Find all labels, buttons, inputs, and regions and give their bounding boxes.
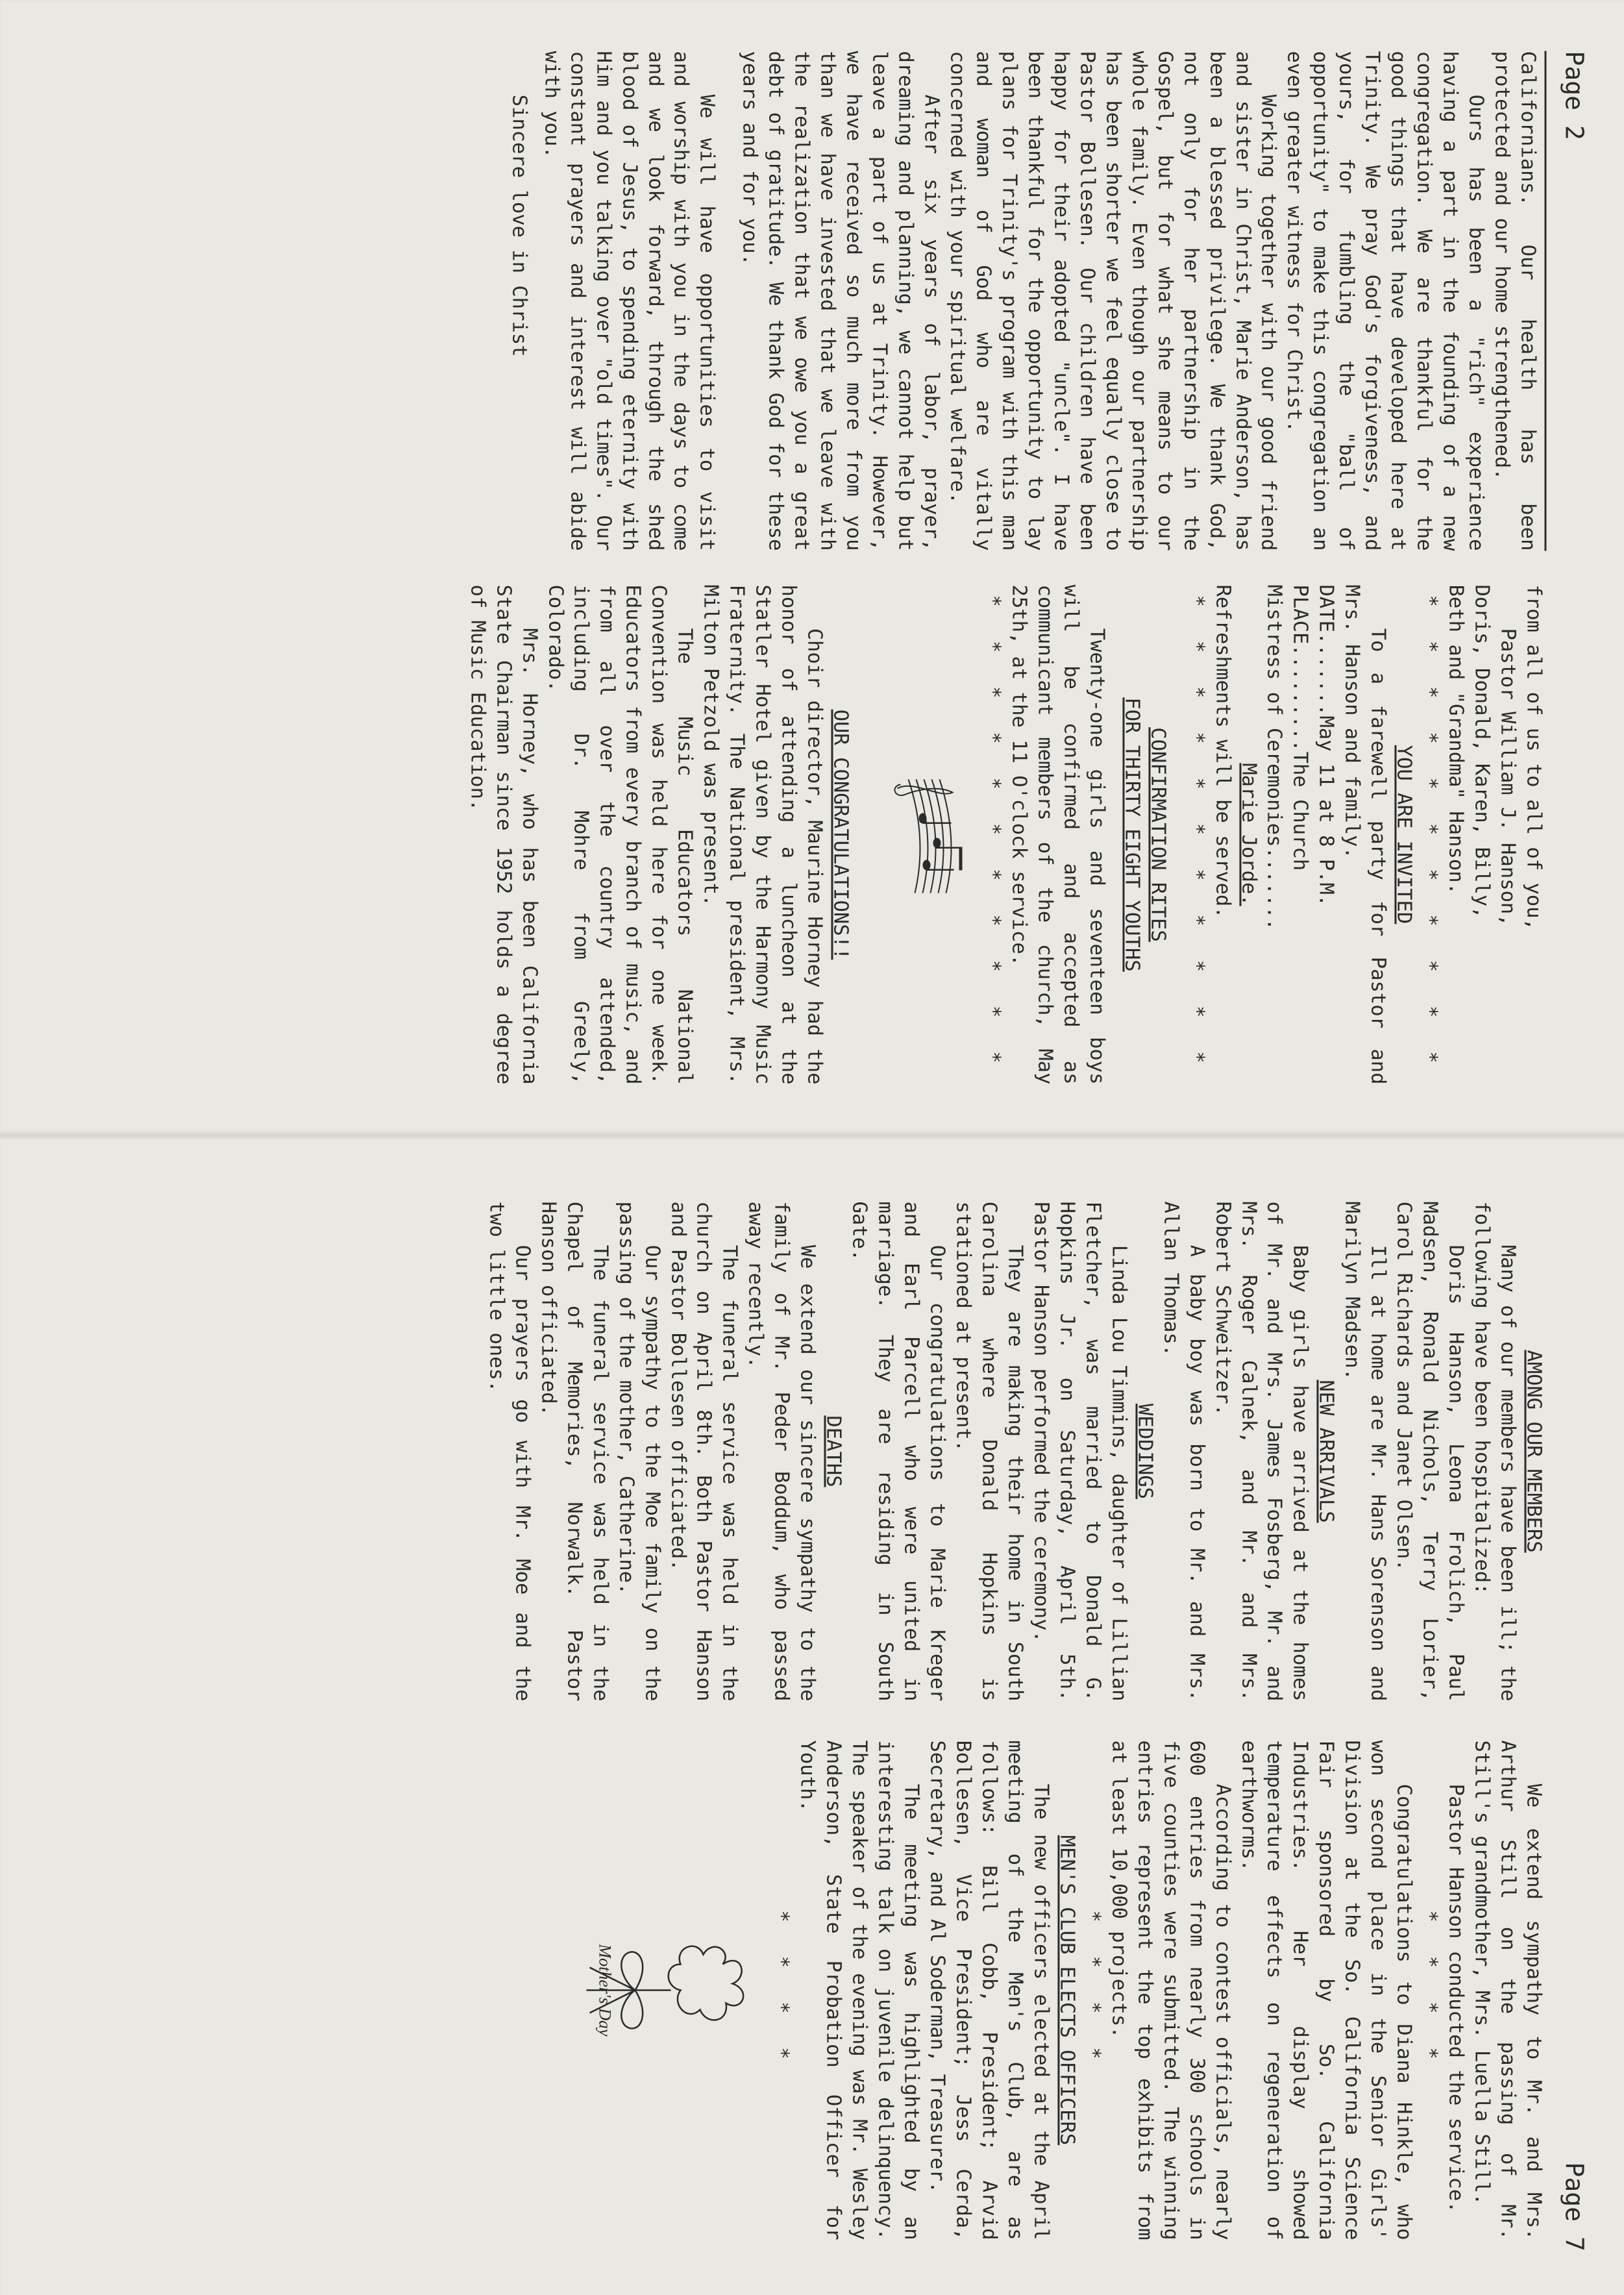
section-heading: AMONG OUR MEMBERS [1522,1349,1545,1553]
star-divider: * * * * * * * * * * * [1185,595,1208,1074]
star-divider: * * * * * * * * * * * [1418,595,1442,1074]
paragraph: The Music Educators National Convention was held here for one week. Educators from every branch of music, and from all over the country attended, including Dr. Mohre from Greely, Colorado. [543,584,696,1084]
event-mistress-name: Marie Jorde. [1236,762,1260,906]
paragraph: Our congratulations to Marie Kreger and Earl Parcell who were united in marriage. They are residing in South Gate. [848,1201,949,1701]
paragraph: from all of us to all of you, [1522,584,1545,930]
section-heading: OUR CONGRATULATIONS!! [829,709,852,960]
paragraph: Our prayers go with Mr. Moe and the two little ones. [484,1201,534,1701]
paragraph: After six years of labor, prayer, dreaming and planning, we cannot help but leave a part of us at Trinity. However, we have received so much more from you than we have invested that we leave with the realization that we owe you a great debt of gratitude. We thank God for these years and for you. [738,51,943,551]
section-heading: DEATHS [822,1415,845,1487]
mothers-day-label: Mother's Day [595,1943,615,2037]
paragraph: Doris Hanson, Leona Frolich, Paul Madsen, Ronald Nichols, Terry Lorier, Carol Richards and Janet Olsen. [1392,1201,1468,1701]
paragraph: Californians. Our health has been protected and our home strengthened. [1490,51,1539,551]
section-heading: FOR THIRTY EIGHT YOUTHS [1120,697,1143,972]
paragraph: Many of our members have been ill; the following have been hospitalized: [1470,1201,1519,1701]
music-notes-icon [867,584,965,1084]
paragraph: Ours has been a "rich" experience having a part in the founding of a new congregation. We are thankful for the good things that have developed here at Trinity. We pray God's forgiveness, and yours, for fumbling the "ball of opportunity" to make this congregation an even greater witness for Christ. [1283,51,1488,551]
paragraph: We will have opportunities to visit and worship with you in the days to come and we look forward, through the shed blood of Jesus, to spending eternity with Him and you talking over "old times". Our constant prayers and interest will abide with you. [539,51,719,551]
page-fold [0,1130,1624,1140]
paragraph: Pastor Hanson conducted the service. [1444,1783,1468,2213]
section-heading: YOU ARE INVITED [1392,745,1416,924]
paragraph: Working together with our good friend and sister in Christ, Marie Anderson, has been a blessed privilege. We thank God, not only for her partnership in the Gospel, but for what she means to our whole family. Even though our partnership has been shorter we feel equally close to Pastor Bollesen. Our children have been happy for their adopted "uncle". I have been thankful for the opportunity to lay plans for Trinity's program with this man and woman of God who are vitally concerned with your spiritual welfare. [946,51,1280,551]
event-refreshments: Refreshments will be served. [1211,584,1234,919]
paragraph: A baby boy was born to Mr. and Mrs. Allan Thomas. [1159,1201,1208,1701]
page-number-right: Page 7 [1560,2162,1588,2252]
paragraph: They are making their home in South Carolina where Donald Hopkins is stationed at present. [952,1201,1026,1701]
page2-column-2 [464,584,1546,1084]
paragraph: The funeral service was held in the church on April 8th. Both Pastor Hanson and Pastor Bollesen officiated. [666,1201,741,1701]
paragraph: To a farewell party for Pastor and Mrs. Hanson and family. [1340,584,1390,1084]
section-heading: MEN'S CLUB ELECTS OFFICERS [1055,1835,1078,2145]
paragraph: The new officers elected at the April meeting of the Men's Club, are as follows: Bill Cobb, President; Arvid Bollesen, Vice President; Jess Cerda, Secretary, and Al Soderman, Treasurer. [926,1740,1052,2240]
paragraph: The meeting was highlighted by an interesting talk on juvenile delinquency. The speaker of the evening was Mr. Wesley Anderson, State Probation Officer for Youth. [796,1740,923,2240]
section-heading: CONFIRMATION RITES [1146,726,1169,942]
star-divider: * * * * * * * * * * * [981,595,1004,1074]
page7-column-2 [572,1740,1546,2240]
signature-line: Doris, Donald, Karen, Billy, [1470,584,1494,919]
paragraph: Our sympathy to the Moe family on the passing of the mother, Catherine. [614,1201,663,1701]
section-heading: NEW ARRIVALS [1314,1379,1338,1523]
page-number-left: Page 2 [1560,51,1588,140]
paragraph: We extend our sincere sympathy to the family of Mr. Peder Boddum, who passed away recently. [744,1201,819,1701]
paragraph: Choir director, Maurine Horney had the honor of attending a luncheon at the Statler Hotel given by the Harmony Music Fraternity. The National president, Mrs. Milton Petzold was present. [699,584,826,1084]
paragraph: Mrs. Horney, who has been California State Chairman since 1952 holds a degree of Music Education. [465,584,541,1084]
paragraph: The funeral service was held in the Chapel of Memories, Norwalk. Pastor Hanson officiated. [536,1201,611,1701]
paragraph: Congratulations to Diana Hinkle, who won second place in the Senior Girls' Division at the So. California Science Fair sponsored by So. California Industries. Her display showed temperature effects on regeneration of earthworms. [1236,1740,1416,2240]
paragraph: We extend sympathy to Mr. and Mrs. Arthur Still on the passing of Mr. Still's grandmother, Mrs. Luella Still. [1470,1740,1545,2240]
paragraph: Linda Lou Timmins, daughter of Lillian Fletcher, was married to Donald G. Hopkins Jr. on Saturday, April 5th. Pastor Hanson performed the ceremony. [1029,1201,1130,1701]
star-divider: * * * * [770,1910,793,2070]
closing-line: Sincere love in Christ [507,94,530,357]
star-divider: * * * * [1081,1910,1104,2070]
mothers-day-bouquet-icon [572,1740,748,2240]
star-divider: * * * * [1418,1910,1442,2070]
paragraph: Ill at home are Mr. Hans Sorenson and Marilyn Madsen. [1340,1201,1390,1701]
page7-column-1 [483,1201,1546,1701]
paragraph: According to contest officials, nearly 600 entries from nearly 300 schools in five counties were submitted. The winning entries represent the top exhibits from at least 10,000 projects. [1107,1740,1234,2240]
section-heading: WEDDINGS [1133,1403,1156,1499]
paragraph: Baby girls have arrived at the homes of Mr. and Mrs. James Fosberg, Mr. and Mrs. Roger Calnek, and Mr. and Mrs. Robert Schweitzer. [1211,1201,1312,1701]
event-place: PLACE.........The Church [1288,584,1312,871]
paragraph: Twenty-one girls and seventeen boys will be confirmed and accepted as communicant members of the church, May 25th, at the 11 O'clock service. [1007,584,1108,1084]
page2-column-1 [506,51,1546,551]
event-date: DATE.......May 11 at 8 P.M. [1314,584,1338,906]
signature-line: Beth and "Grandma" Hanson. [1444,584,1468,895]
event-mistress: Mistress of Ceremonies....... [1262,584,1286,930]
signature-line: Pastor William J. Hanson, [1496,628,1519,926]
